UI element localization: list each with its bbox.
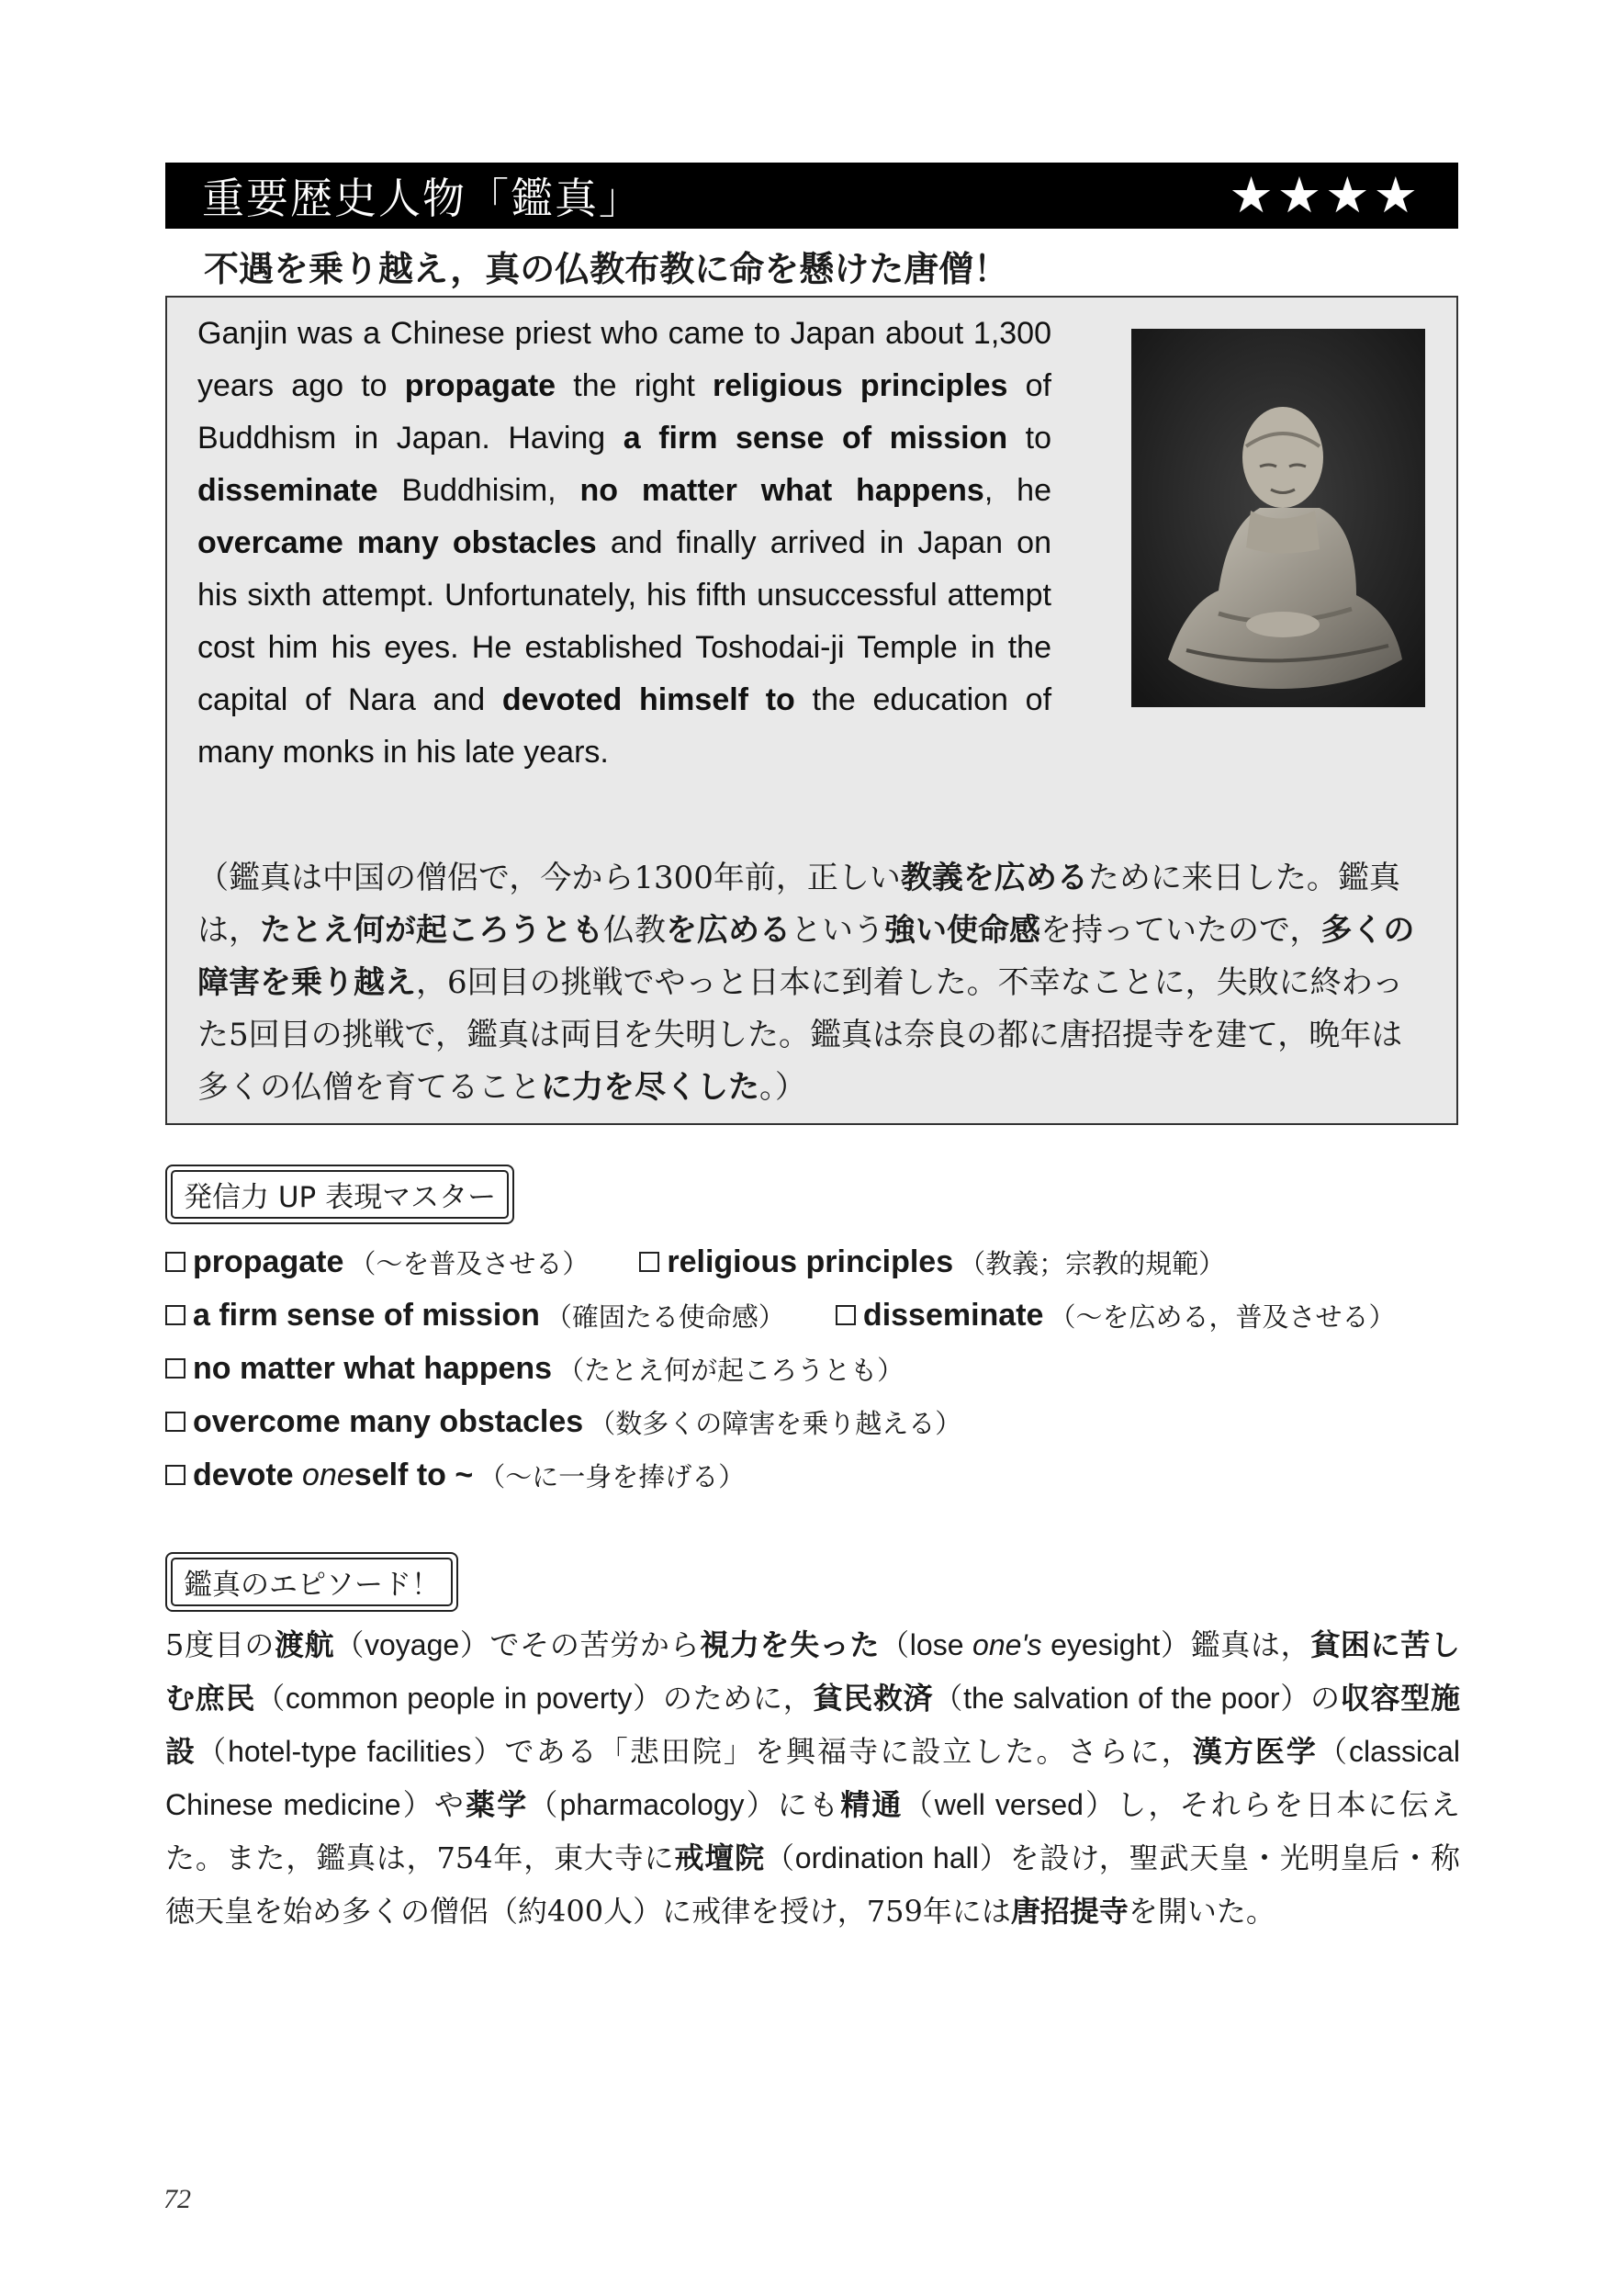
vocab-list: [165, 1235, 1469, 1502]
vocab-item: propagate （～を普及させる）: [165, 1244, 589, 1281]
keyword-propagate: propagate: [404, 368, 556, 403]
vocab-checkbox[interactable]: [165, 1412, 185, 1432]
vocab-item: no matter what happens （たとえ何が起ころうとも）: [165, 1350, 904, 1388]
vocab-checkbox[interactable]: [165, 1358, 185, 1379]
vocab-checkbox[interactable]: [165, 1305, 185, 1325]
japanese-translation: （鑑真は中国の僧侶で，今から1300年前，正しい教義を広めるために来日した。鑑真は，たとえ何が起ころうとも仏教を広めるという強い使命感を持っていたので，多くの障害を乗り越え，6回目の挑戦でやっと日本に到着した。不幸なことに，失敗に終わった5回目の挑戦で，鑑真は両目を失明した。鑑真は奈良の都に唐招提寺を建て，晩年は多くの仏僧を育てることに力を尽くした。）: [197, 860, 1415, 1106]
episode-section-label: 鑑真のエピソード！: [165, 1552, 458, 1612]
ganjin-statue-photo: [1131, 329, 1425, 707]
vocab-row: [165, 1289, 1469, 1342]
vocab-item: religious principles （教義；宗教的規範）: [639, 1244, 1225, 1281]
subtitle: 不遇を乗り越え，真の仏教布教に命を懸けた唐僧！: [204, 249, 1009, 289]
keyword-disseminate: disseminate: [197, 473, 378, 508]
keyword-devoted-himself-to: devoted himself to: [501, 682, 795, 717]
keyword-firm-sense-of-mission: a firm sense of mission: [623, 421, 1008, 456]
vocab-section-label: 発信力 UP 表現マスター: [165, 1165, 514, 1224]
vocab-item: overcome many obstacles （数多くの障害を乗り越える）: [165, 1403, 961, 1441]
vocab-checkbox[interactable]: [836, 1305, 856, 1325]
vocab-item: devote oneself to ~ （～に一身を捧げる）: [165, 1457, 745, 1494]
vocab-row: [165, 1342, 1469, 1395]
importance-stars: ★★★★: [1229, 166, 1421, 224]
vocab-item: a firm sense of mission （確固たる使命感）: [165, 1297, 785, 1334]
vocab-checkbox[interactable]: [639, 1252, 659, 1272]
keyword-no-matter-what-happens: no matter what happens: [579, 473, 984, 508]
vocab-checkbox[interactable]: [165, 1465, 185, 1485]
page-title: 重要歴史人物「鑑真」: [202, 174, 643, 223]
page-number: 72: [163, 2184, 191, 2214]
vocab-checkbox[interactable]: [165, 1252, 185, 1272]
keyword-religious-principles: religious principles: [713, 368, 1008, 403]
vocab-item: disseminate （～を広める，普及させる）: [836, 1297, 1396, 1334]
statue-illustration: [1131, 329, 1425, 707]
vocab-row: [165, 1235, 1469, 1289]
keyword-overcame-obstacles: overcame many obstacles: [197, 525, 597, 560]
english-passage: Ganjin was a Chinese priest who came to Japan about 1,300 years ago to propagate the right religious principles of Buddhism in Japan. Having a firm sense of mission to disseminate Buddhisim, no matter what happens, he overcame many obstacles and finally arrived in Japan on his sixth attempt. Unfortunately, his fifth unsuccessful attempt cost him his eyes. He established Toshodai-ji Temple in the capital of Nara and devoted himself to the education of many monks in his late years.: [197, 316, 1052, 770]
vocab-row: [165, 1395, 1469, 1448]
title-bar: [165, 163, 1458, 229]
vocab-row: [165, 1448, 1469, 1502]
episode-paragraph: 5度目の渡航（voyage）でその苦労から視力を失った（lose one's eyesight）鑑真は，貧困に苦しむ庶民（common people in poverty）のために，貧民救済（the salvation of the poor）の収容型施設（hotel-type facilities）である「悲田院」を興福寺に設立した。さらに，漢方医学（classical Chinese medicine）や薬学（pharmacology）にも精通（well versed）し，それらを日本に伝えた。また，鑑真は，754年，東大寺に戒壇院（ordination hall）を設け，聖武天皇・光明皇后・称徳天皇を始め多くの僧侶（約400人）に戒律を授け，759年には唐招提寺を開いた。: [165, 1627, 1460, 1929]
